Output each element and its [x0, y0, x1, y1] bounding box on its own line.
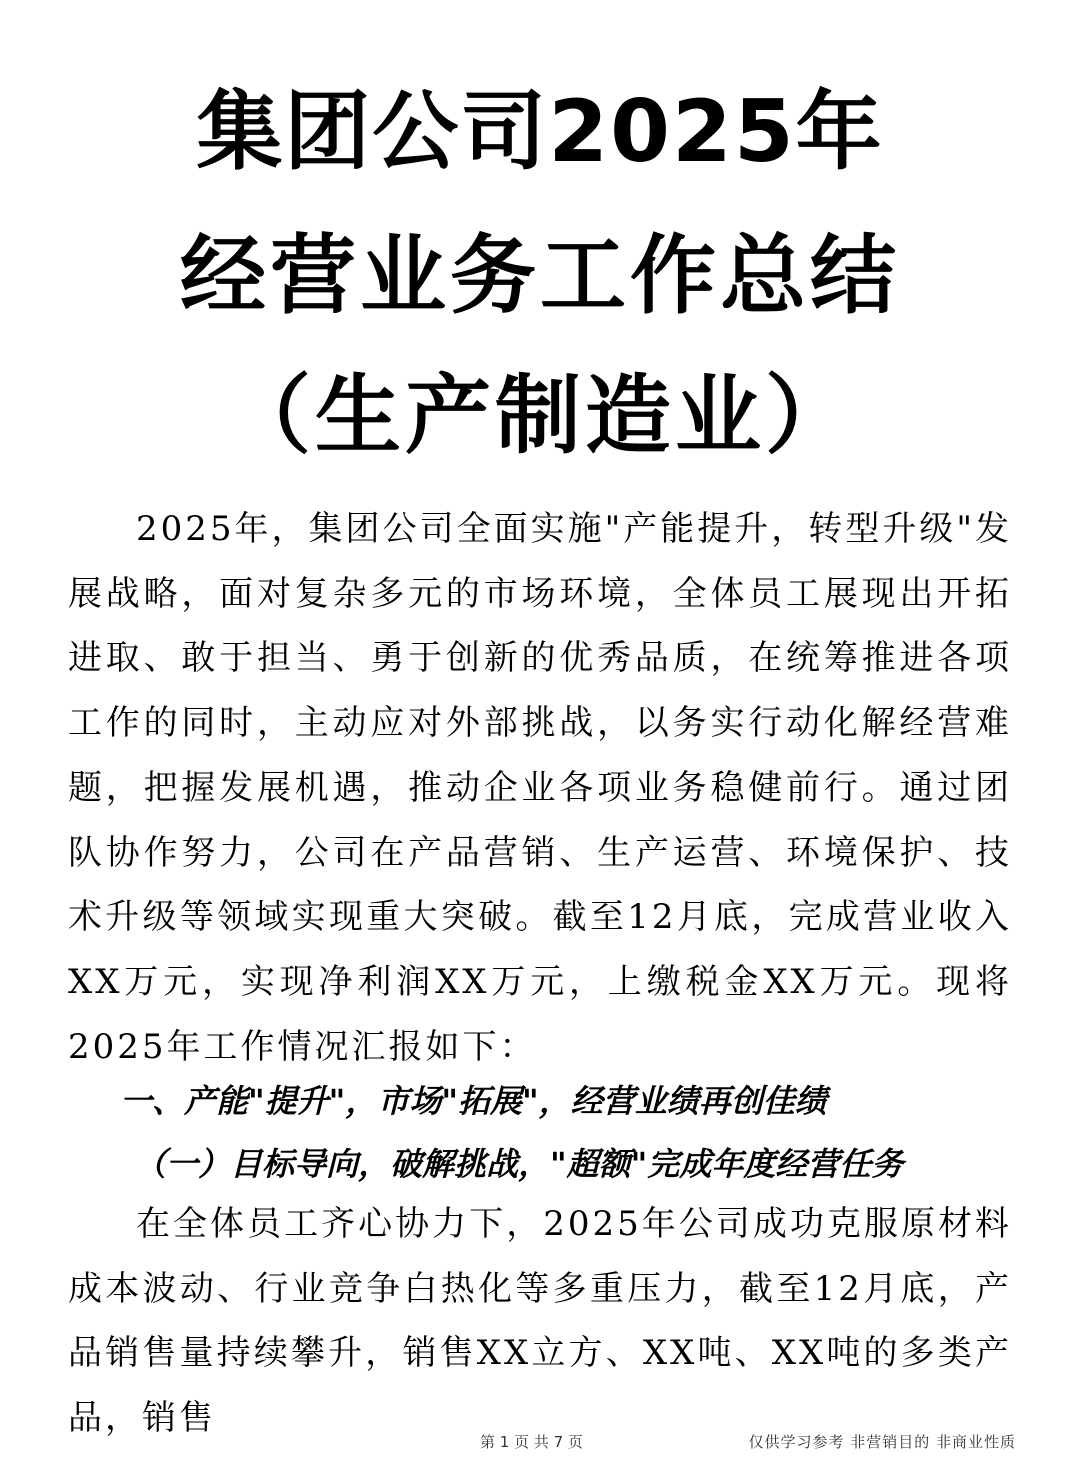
page-indicator: 第 1 页 共 7 页: [480, 1433, 583, 1451]
section-1-heading: 一、产能"提升"，市场"拓展"，经营业绩再创佳绩: [120, 1082, 827, 1120]
subsection-1-heading: （一）目标导向，破解挑战，"超额"完成年度经营任务: [134, 1145, 904, 1183]
section-1-paragraph: 在全体员工齐心协力下，2025年公司成功克服原材料成本波动、行业竞争白热化等多重压力，截至12月底，产品销售量持续攀升，销售XX立方、XX吨、XX吨的多类产品，销售: [68, 1204, 1012, 1439]
intro-paragraph: 2025年，集团公司全面实施"产能提升，转型升级"发展战略，面对复杂多元的市场环境，全体员工展现出开拓进取、敢于担当、勇于创新的优秀品质，在统筹推进各项工作的同时，主动应对外部挑战，以务实行动化解经营难题，把握发展机遇，推动企业各项业务稳健前行。通过团队协作努力，公司在产品营销、生产运营、环境保护、技术升级等领域实现重大突破。截至12月底，完成营业收入XX万元，实现净利润XX万元，上缴税金XX万元。现将2025年工作情况汇报如下：: [68, 509, 1012, 1067]
document-title-line-1: 集团公司2025年: [196, 82, 884, 182]
footer-disclaimer: 仅供学习参考 非营销目的 非商业性质: [748, 1433, 1016, 1451]
document-title-line-2: 经营业务工作总结: [180, 226, 900, 326]
document-title-line-3: （生产制造业）: [225, 366, 855, 466]
